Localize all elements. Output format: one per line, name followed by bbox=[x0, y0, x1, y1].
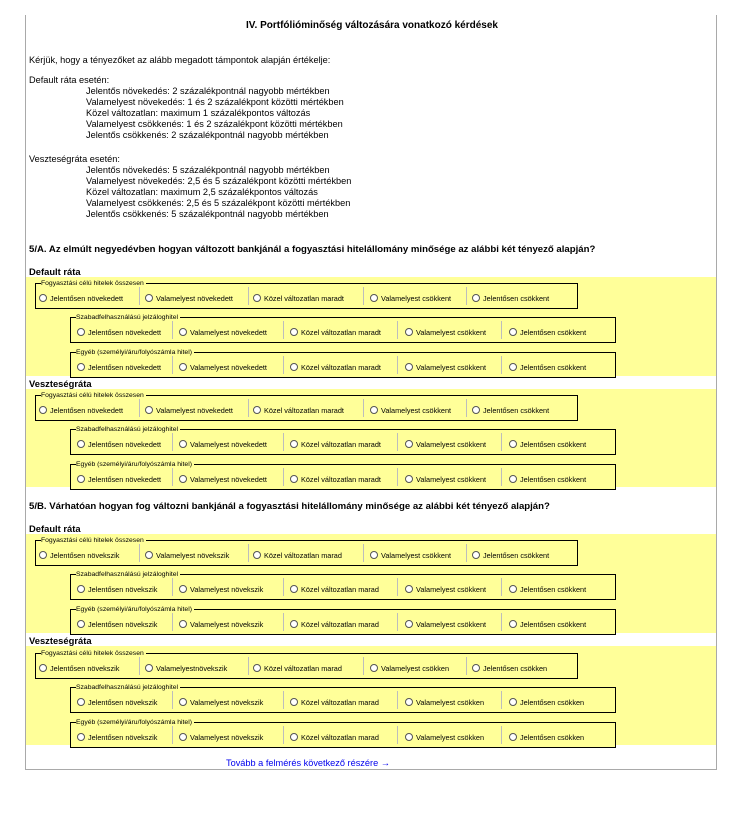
radio-button[interactable] bbox=[405, 698, 413, 706]
radio-button[interactable] bbox=[290, 475, 298, 483]
radio-button[interactable] bbox=[370, 551, 378, 559]
radio-button[interactable] bbox=[179, 585, 187, 593]
radio-group-free bbox=[70, 684, 616, 713]
radio-option-label: Közel változatlan marad bbox=[301, 732, 379, 742]
radio-button[interactable] bbox=[77, 328, 85, 336]
option-separator bbox=[172, 321, 173, 339]
option-separator bbox=[172, 726, 173, 744]
radio-button[interactable] bbox=[290, 733, 298, 741]
radio-option[interactable] bbox=[472, 292, 549, 304]
radio-option-label: Jelentősen csökken bbox=[520, 697, 585, 707]
radio-button[interactable] bbox=[77, 620, 85, 628]
radio-option-label: Jelentősen növekedett bbox=[88, 327, 162, 337]
radio-option-label: Valamelyest csökken bbox=[381, 663, 449, 673]
radio-group-free bbox=[70, 571, 616, 600]
radio-button[interactable] bbox=[370, 406, 378, 414]
option-separator bbox=[501, 613, 502, 631]
radio-option-label: Közel változatlan marad bbox=[264, 663, 342, 673]
radio-option[interactable] bbox=[77, 583, 157, 595]
radio-group-other bbox=[70, 461, 616, 490]
radio-option[interactable] bbox=[509, 696, 584, 708]
radio-option[interactable] bbox=[509, 731, 584, 743]
option-separator bbox=[283, 356, 284, 374]
radio-option[interactable] bbox=[472, 404, 549, 416]
default-guide-line: Közel változatlan: maximum 1 százalékpontos változás bbox=[86, 108, 311, 118]
radio-option[interactable] bbox=[179, 618, 263, 630]
question-5b: 5/B. Várhatóan hogyan fog változni bankjánál a fogyasztási hitelállomány minősége az alábbi két tényező alapján? bbox=[29, 501, 550, 512]
radio-button[interactable] bbox=[370, 294, 378, 302]
option-separator bbox=[363, 657, 364, 675]
radio-option[interactable] bbox=[77, 326, 161, 338]
next-part-link[interactable]: Tovább a felmérés következő részére → bbox=[226, 758, 390, 768]
radio-option-label: Valamelyest növekedett bbox=[190, 327, 267, 337]
radio-option-label: Valamelyest csökkent bbox=[416, 584, 487, 594]
loss-guide-line: Valamelyest csökkenés: 2,5 és 5 százalékpont közötti mértékben bbox=[86, 198, 351, 208]
radio-option[interactable] bbox=[472, 662, 547, 674]
option-separator bbox=[501, 321, 502, 339]
option-separator bbox=[397, 321, 398, 339]
radio-group-legend: Szabadfelhasználású jelzáloghitel bbox=[76, 684, 179, 691]
radio-group-legend: Fogyasztási célú hitelek összesen bbox=[41, 280, 144, 287]
radio-option[interactable] bbox=[509, 438, 586, 450]
radio-group-legend: Szabadfelhasználású jelzáloghitel bbox=[76, 426, 179, 433]
radio-group-free bbox=[70, 314, 616, 343]
radio-option[interactable] bbox=[290, 361, 381, 373]
option-separator bbox=[172, 433, 173, 451]
radio-button[interactable] bbox=[253, 551, 261, 559]
radio-option[interactable] bbox=[145, 404, 233, 416]
option-separator bbox=[248, 657, 249, 675]
option-separator bbox=[397, 468, 398, 486]
radio-option-label: Valamelyest csökkent bbox=[416, 619, 487, 629]
radio-option-label: Közel változatlan marad bbox=[301, 697, 379, 707]
radio-button[interactable] bbox=[472, 406, 480, 414]
radio-option[interactable] bbox=[370, 549, 451, 561]
radio-group-legend: Egyéb (személyi/áru/folyószámla hitel) bbox=[76, 461, 192, 468]
option-separator bbox=[172, 356, 173, 374]
radio-button[interactable] bbox=[253, 406, 261, 414]
radio-option[interactable] bbox=[253, 292, 344, 304]
radio-option[interactable] bbox=[290, 583, 379, 595]
radio-button[interactable] bbox=[179, 440, 187, 448]
radio-button[interactable] bbox=[39, 294, 47, 302]
radio-option[interactable] bbox=[405, 696, 484, 708]
radio-option[interactable] bbox=[179, 326, 267, 338]
radio-button[interactable] bbox=[509, 328, 517, 336]
radio-option[interactable] bbox=[77, 473, 161, 485]
default-guide-line: Valamelyest csökkenés: 1 és 2 százalékpont közötti mértékben bbox=[86, 119, 343, 129]
radio-option-label: Valamelyest növekedett bbox=[190, 474, 267, 484]
radio-option[interactable] bbox=[405, 473, 486, 485]
option-separator bbox=[363, 544, 364, 562]
radio-option[interactable] bbox=[253, 549, 342, 561]
radio-option-label: Valamelyest csökkent bbox=[381, 405, 452, 415]
radio-button[interactable] bbox=[145, 551, 153, 559]
radio-button[interactable] bbox=[509, 475, 517, 483]
option-separator bbox=[466, 657, 467, 675]
radio-option[interactable] bbox=[405, 326, 486, 338]
section-default-rate: Default ráta bbox=[29, 523, 81, 534]
radio-button[interactable] bbox=[253, 664, 261, 672]
question-5a: 5/A. Az elmúlt negyedévben hogyan változott bankjánál a fogyasztási hitelállomány minősége az alábbi két tényező alapján? bbox=[29, 244, 596, 255]
radio-option-label: Jelentősen csökkent bbox=[483, 405, 550, 415]
radio-button[interactable] bbox=[405, 620, 413, 628]
radio-button[interactable] bbox=[290, 328, 298, 336]
radio-option[interactable] bbox=[253, 404, 344, 416]
radio-group-legend: Fogyasztási célú hitelek összesen bbox=[41, 537, 144, 544]
radio-option[interactable] bbox=[145, 662, 227, 674]
radio-option[interactable] bbox=[509, 473, 586, 485]
option-separator bbox=[466, 399, 467, 417]
option-separator bbox=[363, 287, 364, 305]
radio-button[interactable] bbox=[39, 551, 47, 559]
radio-option[interactable] bbox=[77, 361, 161, 373]
radio-option-label: Valamelyest növekszik bbox=[190, 584, 264, 594]
radio-option[interactable] bbox=[39, 662, 119, 674]
page-title: IV. Portfólióminőség változására vonatkozó kérdések bbox=[246, 20, 498, 31]
option-separator bbox=[501, 726, 502, 744]
radio-option-label: Valamelyestnövekszik bbox=[156, 663, 228, 673]
radio-option-label: Jelentősen növekszik bbox=[88, 619, 158, 629]
radio-button[interactable] bbox=[39, 664, 47, 672]
radio-option[interactable] bbox=[77, 731, 157, 743]
radio-button[interactable] bbox=[472, 664, 480, 672]
radio-option-label: Valamelyest növekedett bbox=[156, 405, 233, 415]
radio-option[interactable] bbox=[290, 438, 381, 450]
option-separator bbox=[397, 691, 398, 709]
default-guide-line: Jelentős növekedés: 2 százalékpontnál nagyobb mértékben bbox=[86, 86, 330, 96]
radio-option[interactable] bbox=[509, 361, 586, 373]
radio-button[interactable] bbox=[405, 440, 413, 448]
radio-option[interactable] bbox=[290, 326, 381, 338]
radio-button[interactable] bbox=[77, 475, 85, 483]
radio-option-label: Valamelyest csökkent bbox=[416, 362, 487, 372]
radio-group-other bbox=[70, 606, 616, 635]
radio-button[interactable] bbox=[472, 551, 480, 559]
radio-option-label: Jelentősen növekszik bbox=[88, 732, 158, 742]
option-separator bbox=[501, 468, 502, 486]
radio-option[interactable] bbox=[472, 549, 549, 561]
radio-option-label: Jelentősen csökkent bbox=[520, 439, 587, 449]
radio-button[interactable] bbox=[472, 294, 480, 302]
radio-button[interactable] bbox=[253, 294, 261, 302]
radio-group-total bbox=[35, 650, 578, 679]
option-separator bbox=[283, 433, 284, 451]
option-separator bbox=[397, 613, 398, 631]
radio-button[interactable] bbox=[179, 698, 187, 706]
radio-option-label: Közel változatlan maradt bbox=[264, 293, 344, 303]
radio-option[interactable] bbox=[509, 583, 586, 595]
radio-option[interactable] bbox=[509, 326, 586, 338]
radio-option-label: Jelentősen csökkent bbox=[520, 619, 587, 629]
option-separator bbox=[248, 544, 249, 562]
radio-option[interactable] bbox=[253, 662, 342, 674]
loss-guide-header: Veszteségráta esetén: bbox=[29, 154, 120, 164]
option-separator bbox=[397, 356, 398, 374]
option-separator bbox=[283, 726, 284, 744]
radio-button[interactable] bbox=[179, 328, 187, 336]
radio-option[interactable] bbox=[179, 731, 263, 743]
radio-option-label: Valamelyest csökken bbox=[416, 697, 484, 707]
option-separator bbox=[501, 356, 502, 374]
radio-option-label: Jelentősen növekedett bbox=[50, 405, 124, 415]
radio-option[interactable] bbox=[290, 473, 381, 485]
radio-group-other bbox=[70, 349, 616, 378]
radio-button[interactable] bbox=[179, 363, 187, 371]
radio-option[interactable] bbox=[509, 618, 586, 630]
section-loss-rate: Veszteségráta bbox=[29, 378, 92, 389]
radio-option-label: Valamelyest növekszik bbox=[190, 697, 264, 707]
option-separator bbox=[172, 578, 173, 596]
radio-option-label: Jelentősen csökkent bbox=[520, 362, 587, 372]
radio-button[interactable] bbox=[290, 698, 298, 706]
radio-option[interactable] bbox=[370, 404, 451, 416]
radio-button[interactable] bbox=[77, 733, 85, 741]
option-separator bbox=[172, 468, 173, 486]
radio-option-label: Közel változatlan maradt bbox=[301, 327, 381, 337]
radio-option-label: Valamelyest növekedett bbox=[156, 293, 233, 303]
radio-option-label: Közel változatlan marad bbox=[301, 584, 379, 594]
option-separator bbox=[248, 399, 249, 417]
radio-group-legend: Fogyasztási célú hitelek összesen bbox=[41, 392, 144, 399]
radio-button[interactable] bbox=[77, 585, 85, 593]
radio-button[interactable] bbox=[290, 363, 298, 371]
radio-group-legend: Szabadfelhasználású jelzáloghitel bbox=[76, 571, 179, 578]
radio-group-total bbox=[35, 280, 578, 309]
option-separator bbox=[501, 433, 502, 451]
option-separator bbox=[397, 726, 398, 744]
radio-button[interactable] bbox=[77, 363, 85, 371]
radio-option-label: Jelentősen növekedett bbox=[88, 474, 162, 484]
radio-option[interactable] bbox=[405, 438, 486, 450]
radio-option[interactable] bbox=[405, 731, 484, 743]
radio-button[interactable] bbox=[509, 698, 517, 706]
radio-button[interactable] bbox=[290, 585, 298, 593]
radio-option-label: Jelentősen csökkent bbox=[483, 293, 550, 303]
radio-button[interactable] bbox=[405, 328, 413, 336]
radio-option[interactable] bbox=[370, 292, 451, 304]
radio-option-label: Jelentősen csökkent bbox=[520, 327, 587, 337]
radio-button[interactable] bbox=[145, 406, 153, 414]
radio-option[interactable] bbox=[179, 583, 263, 595]
option-separator bbox=[139, 544, 140, 562]
radio-button[interactable] bbox=[179, 475, 187, 483]
radio-option[interactable] bbox=[145, 292, 233, 304]
radio-button[interactable] bbox=[77, 698, 85, 706]
loss-guide-line: Valamelyest növekedés: 2,5 és 5 százalékpont közötti mértékben bbox=[86, 176, 352, 186]
option-separator bbox=[248, 287, 249, 305]
option-separator bbox=[139, 399, 140, 417]
radio-option[interactable] bbox=[405, 361, 486, 373]
radio-group-legend: Szabadfelhasználású jelzáloghitel bbox=[76, 314, 179, 321]
radio-button[interactable] bbox=[509, 733, 517, 741]
survey-page bbox=[25, 15, 717, 770]
option-separator bbox=[363, 399, 364, 417]
radio-button[interactable] bbox=[509, 585, 517, 593]
radio-option[interactable] bbox=[405, 618, 486, 630]
radio-group-total bbox=[35, 392, 578, 421]
radio-option[interactable] bbox=[39, 292, 123, 304]
option-separator bbox=[501, 578, 502, 596]
radio-group-legend: Fogyasztási célú hitelek összesen bbox=[41, 650, 144, 657]
radio-option[interactable] bbox=[179, 361, 267, 373]
radio-button[interactable] bbox=[405, 363, 413, 371]
radio-option[interactable] bbox=[39, 549, 119, 561]
radio-option[interactable] bbox=[77, 696, 157, 708]
radio-option[interactable] bbox=[145, 549, 229, 561]
radio-option-label: Valamelyest csökkent bbox=[416, 439, 487, 449]
radio-option-label: Közel változatlan maradt bbox=[264, 405, 344, 415]
radio-group-free bbox=[70, 426, 616, 455]
radio-option-label: Közel változatlan maradt bbox=[301, 474, 381, 484]
radio-button[interactable] bbox=[405, 475, 413, 483]
default-guide-header: Default ráta esetén: bbox=[29, 75, 110, 85]
radio-option-label: Valamelyest növekszik bbox=[190, 619, 264, 629]
radio-option[interactable] bbox=[179, 696, 263, 708]
radio-option[interactable] bbox=[77, 618, 157, 630]
radio-option-label: Valamelyest csökken bbox=[416, 732, 484, 742]
section-loss-rate: Veszteségráta bbox=[29, 635, 92, 646]
option-separator bbox=[283, 321, 284, 339]
default-guide-line: Jelentős csökkenés: 2 százalékpontnál nagyobb mértékben bbox=[86, 130, 329, 140]
radio-group-total bbox=[35, 537, 578, 566]
option-separator bbox=[501, 691, 502, 709]
radio-option[interactable] bbox=[179, 473, 267, 485]
option-separator bbox=[172, 613, 173, 631]
radio-option-label: Jelentősen csökkent bbox=[483, 550, 550, 560]
radio-button[interactable] bbox=[179, 733, 187, 741]
radio-option[interactable] bbox=[370, 662, 449, 674]
radio-option-label: Valamelyest csökkent bbox=[416, 474, 487, 484]
radio-option[interactable] bbox=[39, 404, 123, 416]
radio-option-label: Jelentősen növekszik bbox=[50, 663, 120, 673]
option-separator bbox=[466, 544, 467, 562]
radio-group-legend: Egyéb (személyi/áru/folyószámla hitel) bbox=[76, 349, 192, 356]
radio-button[interactable] bbox=[509, 620, 517, 628]
radio-option-label: Jelentősen csökken bbox=[483, 663, 548, 673]
radio-option-label: Jelentősen csökken bbox=[520, 732, 585, 742]
radio-button[interactable] bbox=[405, 585, 413, 593]
radio-group-other bbox=[70, 719, 616, 748]
loss-guide-line: Közel változatlan: maximum 2,5 százalékpontos változás bbox=[86, 187, 318, 197]
loss-guide-line: Jelentős csökkenés: 5 százalékpontnál nagyobb mértékben bbox=[86, 209, 329, 219]
radio-option[interactable] bbox=[290, 696, 379, 708]
radio-option-label: Valamelyest növekszik bbox=[190, 732, 264, 742]
option-separator bbox=[172, 691, 173, 709]
radio-option-label: Valamelyest csökkent bbox=[416, 327, 487, 337]
radio-option[interactable] bbox=[290, 731, 379, 743]
option-separator bbox=[397, 578, 398, 596]
radio-option-label: Közel változatlan maradt bbox=[301, 439, 381, 449]
radio-option-label: Közel változatlan maradt bbox=[301, 362, 381, 372]
option-separator bbox=[283, 691, 284, 709]
radio-option-label: Jelentősen növekszik bbox=[88, 584, 158, 594]
radio-group-legend: Egyéb (személyi/áru/folyószámla hitel) bbox=[76, 606, 192, 613]
radio-button[interactable] bbox=[290, 440, 298, 448]
radio-button[interactable] bbox=[77, 440, 85, 448]
radio-option-label: Jelentősen csökkent bbox=[520, 474, 587, 484]
radio-option-label: Jelentősen csökkent bbox=[520, 584, 587, 594]
intro-text: Kérjük, hogy a tényezőket az alább megadott támpontok alapján értékelje: bbox=[29, 55, 331, 65]
option-separator bbox=[283, 468, 284, 486]
radio-option-label: Közel változatlan marad bbox=[264, 550, 342, 560]
option-separator bbox=[466, 287, 467, 305]
radio-button[interactable] bbox=[39, 406, 47, 414]
radio-option-label: Közel változatlan marad bbox=[301, 619, 379, 629]
radio-option[interactable] bbox=[179, 438, 267, 450]
option-separator bbox=[283, 578, 284, 596]
default-guide-line: Valamelyest növekedés: 1 és 2 százalékpont közötti mértékben bbox=[86, 97, 344, 107]
radio-button[interactable] bbox=[145, 664, 153, 672]
radio-group-legend: Egyéb (személyi/áru/folyószámla hitel) bbox=[76, 719, 192, 726]
radio-option-label: Valamelyest növekszik bbox=[156, 550, 230, 560]
radio-option-label: Jelentősen növekedett bbox=[50, 293, 124, 303]
radio-button[interactable] bbox=[509, 440, 517, 448]
loss-guide-line: Jelentős növekedés: 5 százalékpontnál nagyobb mértékben bbox=[86, 165, 330, 175]
radio-option-label: Jelentősen növekszik bbox=[50, 550, 120, 560]
option-separator bbox=[283, 613, 284, 631]
radio-option[interactable] bbox=[77, 438, 161, 450]
radio-option-label: Jelentősen növekedett bbox=[88, 439, 162, 449]
radio-option-label: Jelentősen növekedett bbox=[88, 362, 162, 372]
radio-option-label: Valamelyest növekedett bbox=[190, 439, 267, 449]
radio-option-label: Valamelyest csökkent bbox=[381, 293, 452, 303]
radio-option-label: Valamelyest növekedett bbox=[190, 362, 267, 372]
radio-button[interactable] bbox=[370, 664, 378, 672]
radio-button[interactable] bbox=[290, 620, 298, 628]
option-separator bbox=[139, 287, 140, 305]
radio-option[interactable] bbox=[290, 618, 379, 630]
radio-button[interactable] bbox=[509, 363, 517, 371]
radio-button[interactable] bbox=[145, 294, 153, 302]
radio-button[interactable] bbox=[179, 620, 187, 628]
option-separator bbox=[397, 433, 398, 451]
section-default-rate: Default ráta bbox=[29, 266, 81, 277]
radio-option-label: Valamelyest csökkent bbox=[381, 550, 452, 560]
radio-option[interactable] bbox=[405, 583, 486, 595]
radio-button[interactable] bbox=[405, 733, 413, 741]
radio-option-label: Jelentősen növekszik bbox=[88, 697, 158, 707]
option-separator bbox=[139, 657, 140, 675]
